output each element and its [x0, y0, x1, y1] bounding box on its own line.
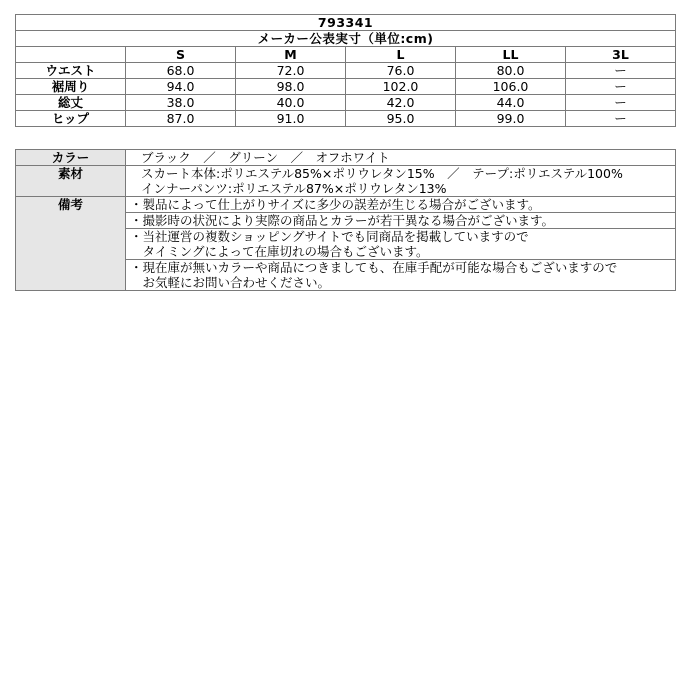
color-label: カラー	[16, 150, 126, 166]
table-cell: 68.0	[126, 63, 236, 79]
row-label-waist: ウエスト	[16, 63, 126, 79]
size-header-ll: LL	[456, 47, 566, 63]
table-row	[16, 79, 676, 95]
table-cell: ー	[566, 111, 676, 127]
table-cell: 91.0	[236, 111, 346, 127]
table-cell: 98.0	[236, 79, 346, 95]
table-cell: 44.0	[456, 95, 566, 111]
size-table	[15, 14, 676, 127]
note-line: お気軽にお問い合わせください。	[130, 275, 331, 290]
row-label-hip: ヒップ	[16, 111, 126, 127]
note-item: ・撮影時の状況により実際の商品とカラーが若干異なる場合がございます。	[126, 213, 676, 229]
table-row	[16, 111, 676, 127]
table-cell: ー	[566, 95, 676, 111]
note-line: タイミングによって在庫切れの場合もございます。	[130, 244, 429, 259]
note-item	[126, 229, 676, 260]
table-cell: ー	[566, 63, 676, 79]
table-cell: ー	[566, 79, 676, 95]
table-cell: 106.0	[456, 79, 566, 95]
info-table	[15, 149, 676, 291]
size-header-3l: 3L	[566, 47, 676, 63]
note-line: ・現在庫が無いカラーや商品につきましても、在庫手配が可能な場合もございますので	[130, 260, 618, 275]
material-row	[16, 166, 676, 197]
size-header-l: L	[346, 47, 456, 63]
table-cell: 95.0	[346, 111, 456, 127]
table-cell: 40.0	[236, 95, 346, 111]
notes-row	[16, 197, 676, 213]
notes-label: 備考	[16, 197, 126, 291]
table-cell: 76.0	[346, 63, 456, 79]
material-value	[126, 166, 676, 197]
size-header-corner	[16, 47, 126, 63]
table-cell: 72.0	[236, 63, 346, 79]
table-cell: 42.0	[346, 95, 456, 111]
note-item	[126, 260, 676, 291]
material-line: スカート本体:ポリエステル85%×ポリウレタン15% ／ テープ:ポリエステル100%	[141, 166, 623, 181]
table-cell: 99.0	[456, 111, 566, 127]
table-cell: 87.0	[126, 111, 236, 127]
material-line: インナーパンツ:ポリエステル87%×ポリウレタン13%	[141, 181, 447, 196]
size-header-row	[16, 47, 676, 63]
table-cell: 102.0	[346, 79, 456, 95]
note-item: ・製品によって仕上がりサイズに多少の誤差が生じる場合がございます。	[126, 197, 676, 213]
size-table-caption: メーカー公表実寸（単位:cm)	[16, 31, 676, 47]
table-cell: 38.0	[126, 95, 236, 111]
size-header-s: S	[126, 47, 236, 63]
note-line: ・当社運営の複数ショッピングサイトでも同商品を掲載していますので	[130, 229, 529, 244]
table-row	[16, 63, 676, 79]
size-header-m: M	[236, 47, 346, 63]
row-label-hem: 裾周り	[16, 79, 126, 95]
table-cell: 94.0	[126, 79, 236, 95]
color-row	[16, 150, 676, 166]
row-label-length: 総丈	[16, 95, 126, 111]
table-row	[16, 95, 676, 111]
product-code: 793341	[16, 15, 676, 31]
material-label: 素材	[16, 166, 126, 197]
table-cell: 80.0	[456, 63, 566, 79]
color-value: ブラック ／ グリーン ／ オフホワイト	[126, 150, 676, 166]
